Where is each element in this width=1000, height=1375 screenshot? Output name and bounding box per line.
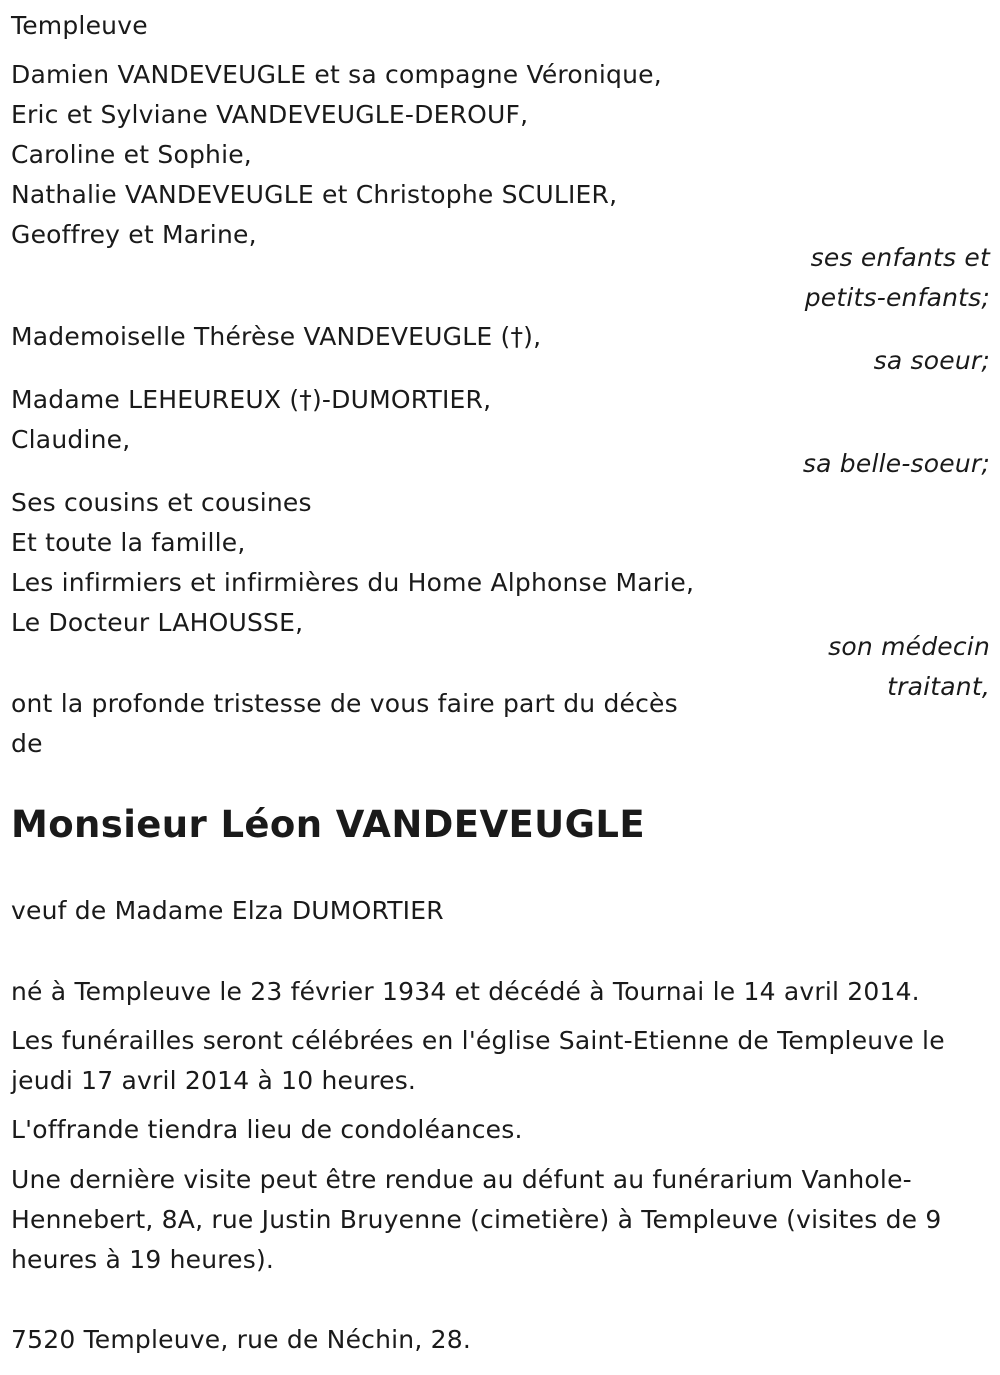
funeral-line: Les funérailles seront célébrées en l'église Saint-Etienne de Templeuve le (11, 1026, 945, 1055)
funeral-line: jeudi 17 avril 2014 à 10 heures. (11, 1066, 417, 1095)
visit-line: Hennebert, 8A, rue Justin Bruyenne (cimetière) à Templeuve (visites de 9 (11, 1205, 942, 1234)
family-line: Eric et Sylviane VANDEVEUGLE-DEROUF, (11, 100, 529, 129)
deceased-name: Monsieur Léon VANDEVEUGLE (11, 803, 646, 846)
widower-line: veuf de Madame Elza DUMORTIER (11, 896, 444, 925)
others-line: Et toute la famille, (11, 528, 246, 557)
family-line: Geoffrey et Marine, (11, 220, 257, 249)
role-label: sa soeur; (873, 346, 990, 375)
role-label: son médecin (828, 632, 990, 661)
announcement-line: ont la profonde tristesse de vous faire part du décès (11, 689, 678, 718)
others-line: Ses cousins et cousines (11, 488, 312, 517)
role-label: sa belle-soeur; (802, 449, 990, 478)
role-label: traitant, (887, 672, 990, 701)
location-header: Templeuve (11, 11, 148, 40)
role-label: petits-enfants; (804, 283, 990, 312)
others-line: Le Docteur LAHOUSSE, (11, 608, 304, 637)
visit-line: Une dernière visite peut être rendue au défunt au funérarium Vanhole- (11, 1165, 912, 1194)
visit-line: heures à 19 heures). (11, 1245, 275, 1274)
family-line: Damien VANDEVEUGLE et sa compagne Véronique, (11, 60, 662, 89)
role-label: ses enfants et (810, 243, 990, 272)
sister-in-law-line: Madame LEHEUREUX (†)-DUMORTIER, (11, 385, 492, 414)
birth-death-line: né à Templeuve le 23 février 1934 et décédé à Tournai le 14 avril 2014. (11, 977, 920, 1006)
offering-line: L'offrande tiendra lieu de condoléances. (11, 1115, 523, 1144)
announcement-line: de (11, 729, 43, 758)
family-line: Caroline et Sophie, (11, 140, 252, 169)
sister-in-law-line: Claudine, (11, 425, 131, 454)
address-line: 7520 Templeuve, rue de Néchin, 28. (11, 1325, 471, 1354)
family-line: Nathalie VANDEVEUGLE et Christophe SCULIER, (11, 180, 618, 209)
sister-line: Mademoiselle Thérèse VANDEVEUGLE (†), (11, 322, 542, 351)
others-line: Les infirmiers et infirmières du Home Alphonse Marie, (11, 568, 695, 597)
